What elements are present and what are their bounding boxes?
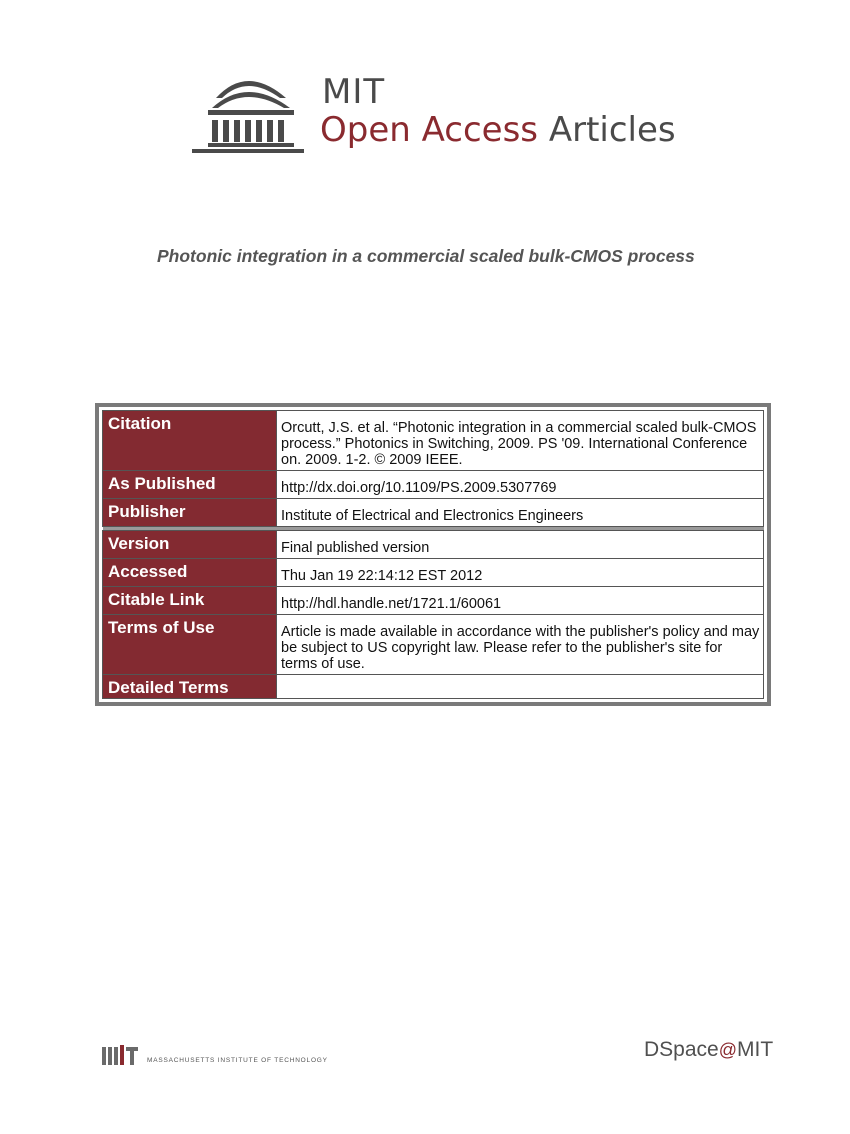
article-title: Photonic integration in a commercial scaled bulk-CMOS process [157, 246, 695, 266]
open-access-articles-wordmark [320, 110, 676, 150]
metadata-row-accessed [103, 559, 764, 587]
metadata-value: Article is made available in accordance with the publisher's policy and may be subject to US copyright law. Please refer to the publisher's site for terms of use. [277, 615, 764, 675]
dspace-mit: MIT [737, 1038, 774, 1061]
metadata-label: As Published [103, 471, 277, 499]
metadata-row-terms-of-use [103, 615, 764, 675]
metadata-value[interactable]: http://hdl.handle.net/1721.1/60061 [277, 587, 764, 615]
metadata-value: Thu Jan 19 22:14:12 EST 2012 [277, 559, 764, 587]
dspace-at: @ [718, 1040, 737, 1060]
metadata-table [95, 403, 771, 706]
articles-text: Articles [548, 110, 676, 150]
metadata-label: Accessed [103, 559, 277, 587]
mit-open-access-header [190, 68, 676, 158]
open-access-text: Open Access [320, 110, 539, 150]
metadata-value: Final published version [277, 531, 764, 559]
metadata-row-citable-link [103, 587, 764, 615]
metadata-label: Version [103, 531, 277, 559]
metadata-row-as-published [103, 471, 764, 499]
dspace-mit-logo [644, 1038, 773, 1062]
footer-mit-logo [102, 1045, 342, 1069]
mit-dome-icon [190, 68, 304, 154]
metadata-value: Institute of Electrical and Electronics Engineers [277, 499, 764, 527]
metadata-label: Citation [103, 411, 277, 471]
metadata-row-publisher [103, 499, 764, 527]
metadata-label: Publisher [103, 499, 277, 527]
metadata-row-detailed-terms [103, 675, 764, 699]
metadata-value[interactable] [277, 675, 764, 699]
metadata-value: Orcutt, J.S. et al. “Photonic integration in a commercial scaled bulk-CMOS process.” Photonics in Switching, 2009. PS '09. International Conference on. 2009. 1-2. © 2009 IEEE. [277, 411, 764, 471]
dspace-text: DSpace [644, 1038, 719, 1061]
metadata-label: Terms of Use [103, 615, 277, 675]
institute-name: MASSACHUSETTS INSTITUTE OF TECHNOLOGY [147, 1057, 328, 1064]
metadata-row-version [103, 531, 764, 559]
metadata-value[interactable]: http://dx.doi.org/10.1109/PS.2009.5307769 [277, 471, 764, 499]
metadata-label: Detailed Terms [103, 675, 277, 699]
metadata-row-citation [103, 411, 764, 471]
mit-word: MIT [322, 72, 386, 112]
metadata-label: Citable Link [103, 587, 277, 615]
mit-wordmark-icon [102, 1045, 142, 1067]
